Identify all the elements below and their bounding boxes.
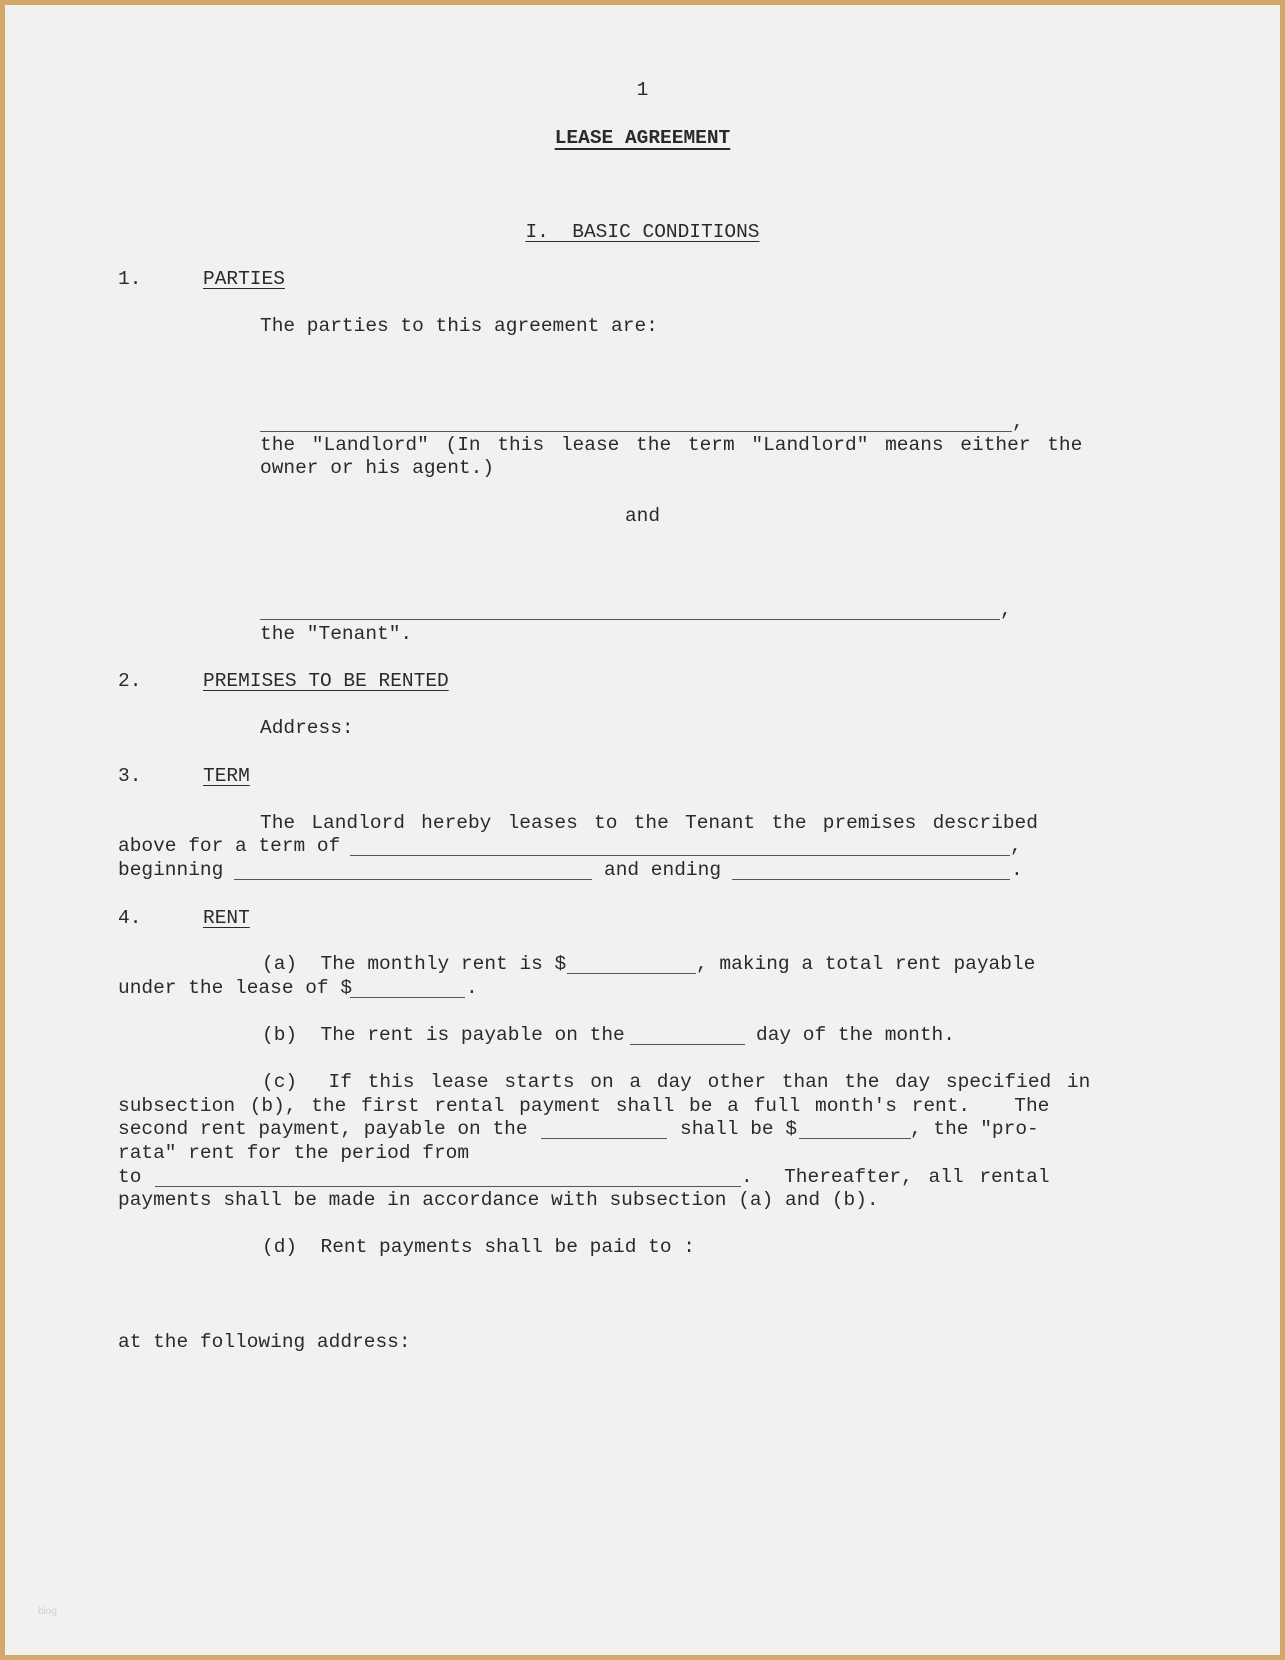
term-word: the bbox=[771, 812, 807, 834]
term-line-1 bbox=[260, 811, 1038, 835]
term-word: hereby bbox=[421, 812, 492, 834]
term-word: Tenant bbox=[685, 812, 756, 834]
rent-c-line-2-text: subsection (b), the first rental payment shall be a full month's rent. The bbox=[118, 1095, 1050, 1117]
rent-a-line-2-prefix: under the lease of $ bbox=[118, 977, 353, 999]
tenant-name-blank[interactable] bbox=[260, 619, 1000, 620]
rent-c-line-4: rata" rent for the period from bbox=[118, 1142, 470, 1164]
rent-b-suffix: day of the month. bbox=[756, 1024, 955, 1046]
term-word: the bbox=[633, 812, 669, 834]
section-heading-text: I. BASIC CONDITIONS bbox=[525, 221, 760, 243]
rent-c-line-3-suffix: , the "pro- bbox=[910, 1118, 1039, 1140]
rent-a-line-2-suffix: . bbox=[466, 977, 478, 999]
rent-c-line-1-text: (c) If this lease starts on a day other than the day specified in bbox=[262, 1071, 1091, 1093]
rent-a-prefix: (a) The monthly rent is $ bbox=[262, 953, 567, 975]
parties-number: 1. bbox=[118, 268, 142, 290]
rent-d-line: (d) Rent payments shall be paid to : bbox=[262, 1236, 695, 1258]
parties-heading: PARTIES bbox=[203, 268, 285, 290]
term-line-3-suffix: . bbox=[1011, 859, 1023, 881]
rent-c-line-3-prefix: second rent payment, payable on the bbox=[118, 1118, 528, 1140]
landlord-definition-line-2: owner or his agent.) bbox=[260, 457, 495, 479]
landlord-blank-comma: , bbox=[1012, 411, 1024, 433]
rent-payment-address-label: at the following address: bbox=[118, 1331, 411, 1353]
premises-address-label: Address: bbox=[260, 717, 354, 739]
pro-rata-amount-blank[interactable] bbox=[799, 1138, 911, 1139]
term-word: Landlord bbox=[311, 812, 405, 834]
tenant-blank-comma: , bbox=[1000, 599, 1012, 621]
monthly-rent-blank[interactable] bbox=[567, 973, 696, 974]
pro-rata-period-blank[interactable] bbox=[155, 1186, 741, 1187]
rent-number: 4. bbox=[118, 907, 142, 929]
watermark: blog bbox=[38, 1606, 57, 1617]
term-word: to bbox=[594, 812, 618, 834]
rent-c-line-3-middle: shall be $ bbox=[680, 1118, 798, 1140]
term-ending-date-blank[interactable] bbox=[732, 879, 1010, 880]
document-title bbox=[0, 126, 1285, 150]
landlord-definition-text: the "Landlord" (In this lease the term "Landlord" means either the bbox=[260, 434, 1083, 456]
section-heading bbox=[0, 220, 1285, 244]
premises-heading: PREMISES TO BE RENTED bbox=[203, 670, 449, 692]
term-line-2-prefix: above for a term of bbox=[118, 835, 341, 857]
term-word: The bbox=[260, 812, 296, 834]
rent-c-line-5-suffix: . Thereafter, all rental bbox=[741, 1166, 1050, 1188]
rent-a-suffix: , making a total rent payable bbox=[696, 953, 1036, 975]
rent-c-line-6: payments shall be made in accordance with subsection (a) and (b). bbox=[118, 1189, 879, 1211]
premises-number: 2. bbox=[118, 670, 142, 692]
term-number: 3. bbox=[118, 765, 142, 787]
term-beginning-label: beginning bbox=[118, 859, 224, 881]
rent-heading: RENT bbox=[203, 907, 250, 929]
rent-due-day-blank[interactable] bbox=[630, 1044, 745, 1045]
parties-intro: The parties to this agreement are: bbox=[260, 315, 658, 337]
term-beginning-date-blank[interactable] bbox=[234, 879, 592, 880]
term-word: leases bbox=[507, 812, 578, 834]
tenant-definition: the "Tenant". bbox=[260, 623, 413, 645]
page-number: 1 bbox=[636, 79, 649, 101]
rent-c-line-5-prefix: to bbox=[118, 1166, 142, 1188]
landlord-definition-line-1 bbox=[260, 433, 1083, 457]
term-length-blank[interactable] bbox=[350, 855, 1010, 856]
rent-c-line-1 bbox=[262, 1070, 1091, 1094]
term-heading: TERM bbox=[203, 765, 250, 787]
and-connector: and bbox=[624, 505, 661, 527]
document-title-text: LEASE AGREEMENT bbox=[554, 127, 731, 149]
rent-c-line-2 bbox=[118, 1094, 1050, 1118]
term-ending-label: and ending bbox=[604, 859, 722, 881]
term-word: premises bbox=[822, 812, 917, 834]
term-line-2-suffix: , bbox=[1010, 835, 1022, 857]
second-payment-date-blank[interactable] bbox=[541, 1138, 667, 1139]
landlord-name-blank[interactable] bbox=[260, 431, 1012, 432]
rent-b-prefix: (b) The rent is payable on the bbox=[262, 1024, 625, 1046]
term-word: described bbox=[932, 812, 1038, 834]
total-rent-blank[interactable] bbox=[350, 997, 465, 998]
